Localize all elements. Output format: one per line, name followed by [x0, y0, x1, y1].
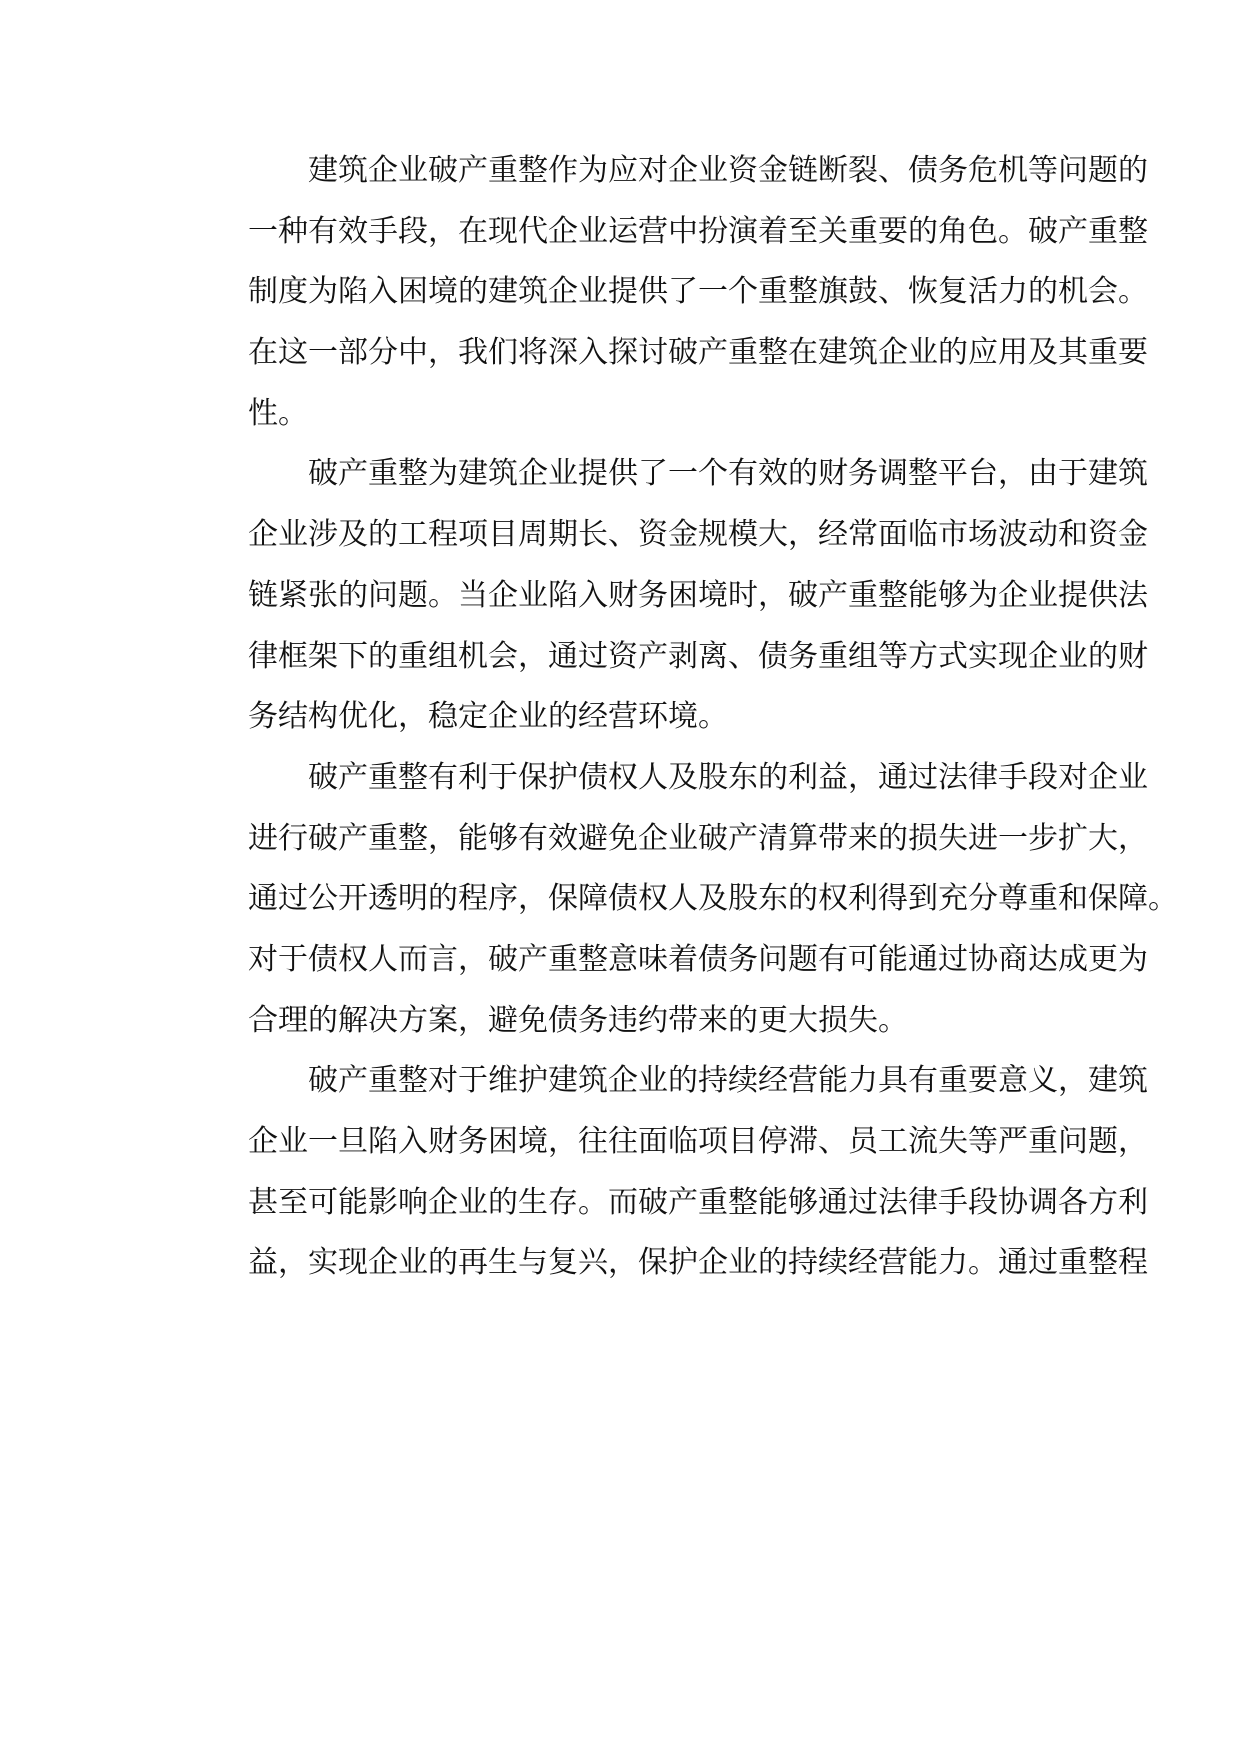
text-line: 对于债权人而言，破产重整意味着债务问题有可能通过协商达成更为: [248, 941, 1148, 977]
text-line: 律框架下的重组机会，通过资产剥离、债务重组等方式实现企业的财: [248, 638, 1148, 674]
paragraph: [188, 748, 1178, 1051]
text-line: 务结构优化，稳定企业的经营环境。: [248, 699, 728, 735]
text-line: 破产重整对于维护建筑企业的持续经营能力具有重要意义，建筑: [308, 1063, 1148, 1099]
text-line: 企业涉及的工程项目周期长、资金规模大，经常面临市场波动和资金: [248, 517, 1148, 553]
text-line: 在这一部分中，我们将深入探讨破产重整在建筑企业的应用及其重要: [248, 335, 1148, 371]
text-line: 通过公开透明的程序，保障债权人及股东的权利得到充分尊重和保障。: [248, 881, 1178, 917]
text-line: 合理的解决方案，避免债务违约带来的更大损失。: [248, 1002, 908, 1038]
text-line: 破产重整为建筑企业提供了一个有效的财务调整平台，由于建筑: [308, 456, 1148, 492]
paragraph: [188, 1051, 1148, 1294]
text-line: 破产重整有利于保护债权人及股东的利益，通过法律手段对企业: [308, 759, 1148, 795]
paragraph: [188, 444, 1148, 747]
text-line: 一种有效手段，在现代企业运营中扮演着至关重要的角色。破产重整: [248, 213, 1148, 249]
text-line: 性。: [248, 395, 308, 431]
text-line: 制度为陷入困境的建筑企业提供了一个重整旗鼓、恢复活力的机会。: [248, 274, 1148, 310]
text-line: 建筑企业破产重整作为应对企业资金链断裂、债务危机等问题的: [308, 153, 1148, 188]
text-line: 企业一旦陷入财务困境，往往面临项目停滞、员工流失等严重问题，: [248, 1124, 1148, 1159]
paragraph: [188, 141, 1148, 444]
document-body: [188, 141, 1178, 1294]
text-line: 进行破产重整，能够有效避免企业破产清算带来的损失进一步扩大，: [248, 820, 1148, 856]
text-line: 甚至可能影响企业的生存。而破产重整能够通过法律手段协调各方利: [248, 1184, 1148, 1220]
text-line: 链紧张的问题。当企业陷入财务困境时，破产重整能够为企业提供法: [248, 577, 1148, 613]
text-line: 益，实现企业的再生与复兴，保护企业的持续经营能力。通过重整程: [248, 1245, 1148, 1281]
